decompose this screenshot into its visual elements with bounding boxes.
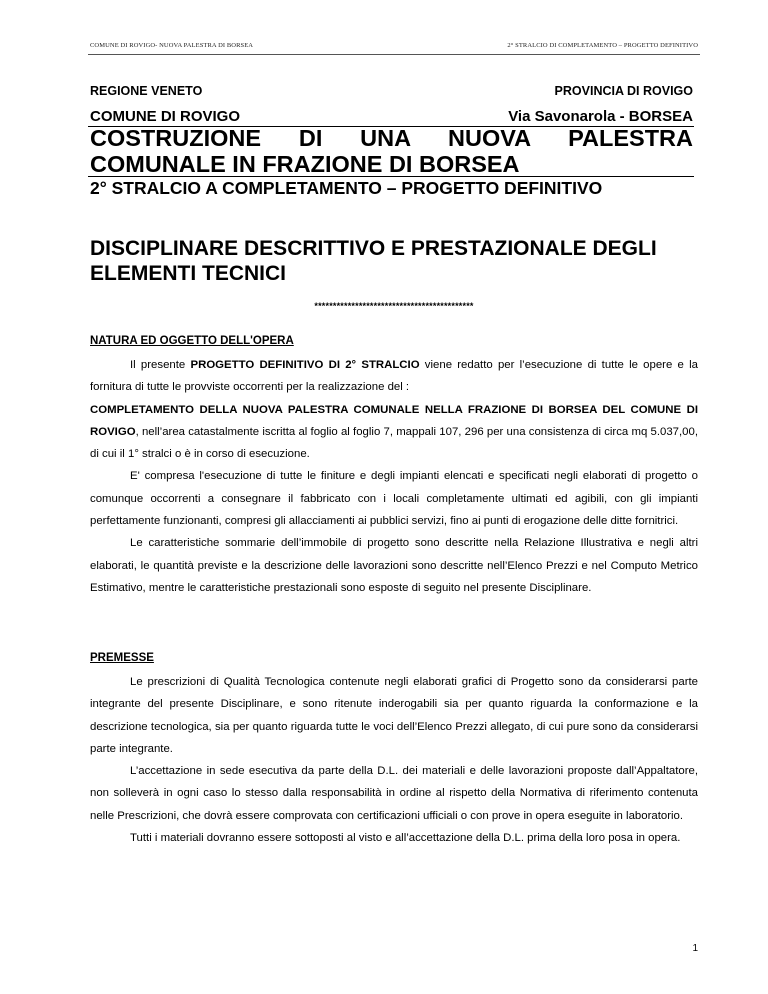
paragraph: Le prescrizioni di Qualità Tecnologica contenute negli elaborati grafici di Progetto sono da considerarsi parte integrante del presente Disciplinare, e sono ritenute inderogabili sia per quanto riguarda la conformazione e la descrizione tecnologica, sia per quanto riguarda tutte le voci dell’Elenco Prezzi allegato, di cui pure sono da considerarsi parte integrante. bbox=[90, 676, 698, 755]
section-heading-premesse: PREMESSE bbox=[90, 652, 154, 664]
project-subtitle: 2° STRALCIO A COMPLETAMENTO – PROGETTO DEFINITIVO bbox=[90, 178, 603, 198]
running-header-right: 2° STRALCIO DI COMPLETAMENTO – PROGETTO DEFINITIVO bbox=[507, 42, 698, 49]
paragraph: E' compresa l'esecuzione di tutte le finiture e degli impianti elencati e specificati negli elaborati di progetto o comunque occorrenti a consegnare il fabbricato con i locali completamente ultimati ed agibili, con gli impianti perfettamente funzionanti, compresi gli allacciamenti ai pubblici servizi, fino ai punti di erogazione delle ditte fornitrici. bbox=[90, 470, 698, 528]
text-run: , nell’area catastalmente iscritta al foglio al foglio 7, mappali 107, 296 per una consistenza di circa mq 5.037,00, di cui il 1° stralci o è in corso di esecuzione. bbox=[90, 425, 698, 461]
paragraph: Tutti i materiali dovranno essere sottoposti al visto e all’accettazione della D.L. prima della loro posa in opera. bbox=[130, 832, 681, 845]
section-natura-body bbox=[90, 354, 698, 599]
paragraph bbox=[90, 399, 698, 466]
running-header-left: COMUNE DI ROVIGO- NUOVA PALESTRA DI BORSEA bbox=[90, 42, 254, 49]
section-premesse-body bbox=[90, 671, 698, 849]
municipality-row bbox=[90, 108, 693, 125]
text-run: viene redatto per l’esecuzione di tutte le opere e la fornitura di tutte le provviste occorrenti per la realizzazione del : bbox=[90, 359, 698, 394]
paragraph: L’accettazione in sede esecutiva da parte della D.L. dei materiali e delle lavorazioni proposte dall’Appaltatore, non solleverà in ogni caso lo stesso dalla responsabilità in ordine al rispetto della Normativa di riferimento contenuta nelle Prescrizioni, che dovrà essere comprovata con certificazioni ufficiali o con prove in opera eseguite in laboratorio. bbox=[90, 765, 698, 822]
region-row bbox=[90, 84, 693, 98]
text-run: Il presente bbox=[130, 359, 191, 371]
page-number: 1 bbox=[692, 943, 698, 954]
separator-stars: ******************************************* bbox=[314, 301, 474, 311]
project-title: COSTRUZIONE DI UNA NUOVA PALESTRA COMUNALE IN FRAZIONE DI BORSEA bbox=[90, 125, 693, 177]
paragraph: Le caratteristiche sommarie dell’immobile di progetto sono descritte nella Relazione Illustrativa e negli altri elaborati, le quantità previste e la descrizione delle lavorazioni sono descritte nell’Elenco Prezzi e nel Computo Metrico Estimativo, mentre le caratteristiche prestazionali sono esposte di seguito nel presente Disciplinare. bbox=[90, 537, 698, 594]
province-label: PROVINCIA DI ROVIGO bbox=[554, 84, 693, 98]
text-bold: PROGETTO DEFINITIVO DI 2° STRALCIO bbox=[190, 359, 420, 371]
municipality-label: COMUNE DI ROVIGO bbox=[90, 108, 241, 125]
document-title: DISCIPLINARE DESCRITTIVO E PRESTAZIONALE DEGLI ELEMENTI TECNICI bbox=[90, 237, 657, 285]
text-bold: COMPLETAMENTO DELLA NUOVA PALESTRA COMUNALE NELLA FRAZIONE DI BORSEA DEL COMUNE DI ROVIGO bbox=[90, 403, 698, 438]
section-heading-natura: NATURA ED OGGETTO DELL'OPERA bbox=[90, 335, 294, 347]
address-label: Via Savonarola - BORSEA bbox=[508, 108, 693, 125]
region-label: REGIONE VENETO bbox=[90, 84, 203, 98]
paragraph bbox=[90, 354, 698, 399]
header-rule bbox=[88, 54, 700, 55]
